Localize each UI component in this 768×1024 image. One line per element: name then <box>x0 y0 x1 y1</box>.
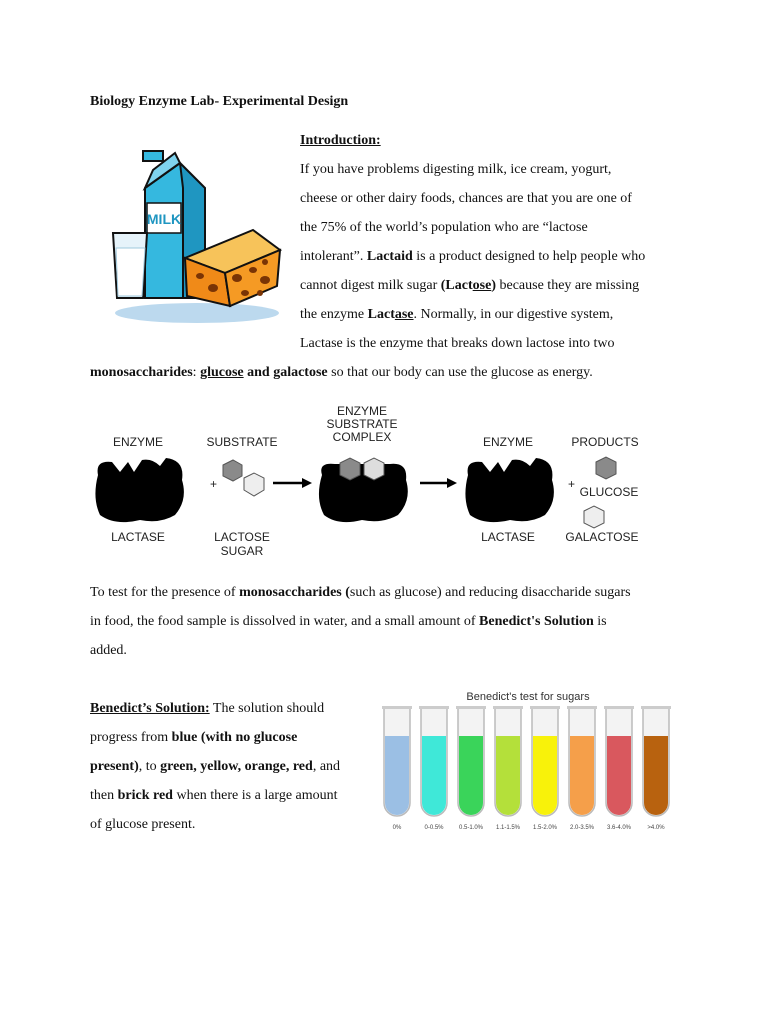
test-tube-3 <box>493 706 523 831</box>
benedict-line-1: Benedict’s Solution: The solution should <box>90 701 325 716</box>
test-tube-label: 0% <box>392 825 402 831</box>
test-tube-liquid <box>570 736 594 815</box>
test-tube-liquid <box>422 736 446 815</box>
label-enzyme-2: ENZYME <box>482 435 534 449</box>
test-tube-liquid <box>644 736 668 815</box>
complex-hexagon-gray <box>340 458 360 480</box>
test-tube-liquid <box>459 736 483 815</box>
benedict-line-2: progress from blue (with no glucose <box>90 730 298 745</box>
label-complex-2: SUBSTRATE <box>326 417 398 431</box>
label-galactose: GALACTOSE <box>565 530 639 544</box>
intro-line-5: cannot digest milk sugar (Lactose) because they are missing <box>300 278 640 293</box>
test-tube-6 <box>604 706 634 831</box>
introduction-heading: Introduction: <box>300 133 381 148</box>
intro-line-7: Lactase is the enzyme that breaks down lactose into two <box>300 336 615 351</box>
test-tube-0 <box>382 706 412 831</box>
intro-line-4: intolerant”. Lactaid is a product designed to help people who <box>300 249 646 264</box>
milk-cheese-illustration <box>105 148 290 328</box>
test-tube-rim <box>641 706 671 709</box>
page-title: Biology Enzyme Lab- Experimental Design <box>90 94 349 109</box>
label-lactose-1: LACTOSE <box>214 530 270 544</box>
complex-hexagon-white <box>364 458 384 480</box>
test-tube-label: 1.1-1.5% <box>495 825 521 831</box>
test-tube-label: 0.5-1.0% <box>458 825 484 831</box>
substrate-hexagon-white <box>244 473 264 496</box>
test-line-3: added. <box>90 643 127 658</box>
test-tube-7 <box>641 706 671 831</box>
benedict-line-4: then brick red when there is a large amount <box>90 788 338 803</box>
benedict-line-3: present), to green, yellow, orange, red, and <box>90 759 341 774</box>
test-tube-rim <box>604 706 634 709</box>
intro-line-1: If you have problems digesting milk, ice cream, yogurt, <box>300 162 612 177</box>
test-tube-label: 1.5-2.0% <box>532 825 558 831</box>
label-complex-3: COMPLEX <box>332 430 392 444</box>
label-enzyme-1: ENZYME <box>112 435 164 449</box>
label-substrate: SUBSTRATE <box>206 435 278 449</box>
enzyme-blob-1 <box>95 458 183 522</box>
arrow-2 <box>447 478 457 488</box>
label-glucose: GLUCOSE <box>579 485 639 499</box>
plus-1: + <box>210 477 218 491</box>
test-tube-5 <box>567 706 597 831</box>
benedict-line-5: of glucose present. <box>90 817 196 832</box>
product-hexagon-gray <box>596 457 616 479</box>
enzyme-blob-2 <box>465 458 553 522</box>
test-tube-rim <box>493 706 523 709</box>
label-lactase-1: LACTASE <box>111 530 165 544</box>
label-lactose-2: SUGAR <box>220 544 264 558</box>
test-tube-label: >4.0% <box>647 825 665 831</box>
test-tube-1 <box>419 706 449 831</box>
test-tube-rim <box>530 706 560 709</box>
benedict-test-tubes <box>378 686 678 836</box>
test-tube-label: 3.6-4.0% <box>606 825 632 831</box>
test-tube-2 <box>456 706 486 831</box>
test-line-2: in food, the food sample is dissolved in water, and a small amount of Benedict's Solution is <box>90 614 607 629</box>
test-tube-rim <box>567 706 597 709</box>
label-products: PRODUCTS <box>571 435 639 449</box>
arrow-1 <box>302 478 312 488</box>
test-tube-liquid <box>607 736 631 815</box>
test-tube-label: 2.0-3.5% <box>569 825 595 831</box>
test-tube-liquid <box>496 736 520 815</box>
test-line-1: To test for the presence of monosaccharides (such as glucose) and reducing disaccharide sugars <box>90 585 631 600</box>
label-complex-1: ENZYME <box>336 404 388 418</box>
label-lactase-2: LACTASE <box>481 530 535 544</box>
test-tube-rim <box>419 706 449 709</box>
test-tube-label: 0-0.5% <box>424 825 444 831</box>
enzyme-substrate-diagram <box>90 400 660 565</box>
plus-2: + <box>568 477 576 491</box>
test-tube-rim <box>382 706 412 709</box>
intro-line-3: the 75% of the world’s population who are “lactose <box>300 220 588 235</box>
complex-blob <box>319 464 408 522</box>
intro-line-8: monosaccharides: glucose and galactose so that our body can use the glucose as energy. <box>90 365 593 380</box>
milk-label: MILK <box>146 211 182 227</box>
product-hexagon-white <box>584 506 604 528</box>
test-tube-rim <box>456 706 486 709</box>
intro-line-6: the enzyme Lactase. Normally, in our digestive system, <box>300 307 614 322</box>
test-tube-liquid <box>385 736 409 815</box>
tubes-title: Benedict's test for sugars <box>466 691 590 703</box>
test-tube-4 <box>530 706 560 831</box>
intro-line-2: cheese or other dairy foods, chances are that you are one of <box>300 191 632 206</box>
substrate-hexagon-gray <box>223 460 242 481</box>
test-tube-liquid <box>533 736 557 815</box>
